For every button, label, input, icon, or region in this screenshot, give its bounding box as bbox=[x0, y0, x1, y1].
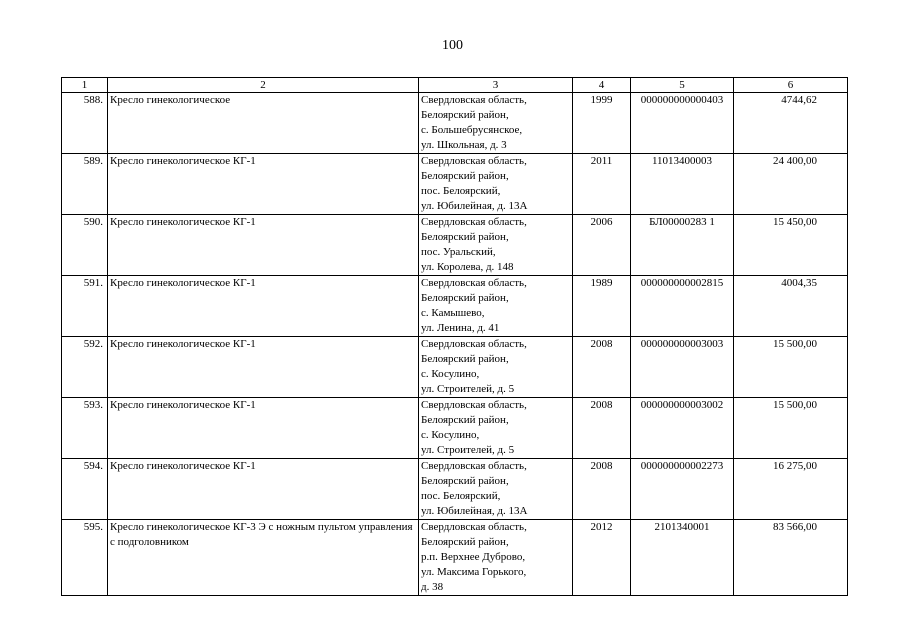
cost-cell: 15 500,00 bbox=[734, 398, 848, 459]
address-line: Свердловская область, bbox=[421, 155, 527, 167]
column-header: 3 bbox=[419, 78, 573, 93]
cost-cell: 24 400,00 bbox=[734, 154, 848, 215]
assets-table bbox=[61, 77, 848, 596]
address-line: р.п. Верхнее Дуброво, bbox=[421, 551, 526, 563]
address-line: с. Большебрусянское, bbox=[421, 124, 523, 136]
row-number-cell: 590. bbox=[62, 215, 108, 276]
item-name-cell: Кресло гинекологическое КГ-3 Э с ножным пультом управления с подголовником bbox=[108, 520, 419, 596]
inventory-number-cell: БЛ00000283 1 bbox=[631, 215, 734, 276]
address-cell bbox=[419, 398, 573, 459]
address-line: ул. Юбилейная, д. 13А bbox=[421, 505, 528, 517]
item-name-cell: Кресло гинекологическое КГ-1 bbox=[108, 337, 419, 398]
row-number-cell: 592. bbox=[62, 337, 108, 398]
table-row bbox=[62, 93, 848, 154]
item-name-cell: Кресло гинекологическое КГ-1 bbox=[108, 398, 419, 459]
address-line: Белоярский район, bbox=[421, 170, 509, 182]
item-name-cell: Кресло гинекологическое КГ-1 bbox=[108, 459, 419, 520]
table-header-row bbox=[62, 78, 848, 93]
table-row bbox=[62, 398, 848, 459]
column-header: 2 bbox=[108, 78, 419, 93]
address-line: ул. Королева, д. 148 bbox=[421, 261, 514, 273]
year-cell: 2008 bbox=[573, 459, 631, 520]
address-cell bbox=[419, 215, 573, 276]
row-number-cell: 589. bbox=[62, 154, 108, 215]
address-cell bbox=[419, 459, 573, 520]
address-line: Белоярский район, bbox=[421, 414, 509, 426]
year-cell: 2011 bbox=[573, 154, 631, 215]
inventory-number-cell: 11013400003 bbox=[631, 154, 734, 215]
address-line: ул. Юбилейная, д. 13А bbox=[421, 200, 528, 212]
address-line: Белоярский район, bbox=[421, 231, 509, 243]
item-name-cell: Кресло гинекологическое КГ-1 bbox=[108, 154, 419, 215]
cost-cell: 83 566,00 bbox=[734, 520, 848, 596]
row-number-cell: 594. bbox=[62, 459, 108, 520]
address-line: пос. Белоярский, bbox=[421, 185, 501, 197]
item-name-cell: Кресло гинекологическое bbox=[108, 93, 419, 154]
table-row bbox=[62, 337, 848, 398]
inventory-number-cell: 2101340001 bbox=[631, 520, 734, 596]
address-line: Свердловская область, bbox=[421, 460, 527, 472]
address-cell bbox=[419, 520, 573, 596]
row-number-cell: 593. bbox=[62, 398, 108, 459]
address-line: с. Косулино, bbox=[421, 368, 480, 380]
address-line: Белоярский район, bbox=[421, 353, 509, 365]
row-number-cell: 588. bbox=[62, 93, 108, 154]
address-line: ул. Строителей, д. 5 bbox=[421, 383, 515, 395]
year-cell: 1999 bbox=[573, 93, 631, 154]
item-name-cell: Кресло гинекологическое КГ-1 bbox=[108, 276, 419, 337]
address-line: Свердловская область, bbox=[421, 399, 527, 411]
address-line: Свердловская область, bbox=[421, 216, 527, 228]
address-line: д. 38 bbox=[421, 581, 444, 593]
address-line: ул. Строителей, д. 5 bbox=[421, 444, 515, 456]
column-header: 6 bbox=[734, 78, 848, 93]
address-line: Свердловская область, bbox=[421, 94, 527, 106]
address-line: Свердловская область, bbox=[421, 338, 527, 350]
address-line: с. Косулино, bbox=[421, 429, 480, 441]
cost-cell: 16 275,00 bbox=[734, 459, 848, 520]
address-cell bbox=[419, 154, 573, 215]
page-number: 100 bbox=[442, 38, 463, 53]
year-cell: 2008 bbox=[573, 398, 631, 459]
year-cell: 1989 bbox=[573, 276, 631, 337]
address-line: пос. Уральский, bbox=[421, 246, 496, 258]
table-row bbox=[62, 520, 848, 596]
table-row bbox=[62, 215, 848, 276]
address-line: Белоярский район, bbox=[421, 475, 509, 487]
table-row bbox=[62, 459, 848, 520]
cost-cell: 15 450,00 bbox=[734, 215, 848, 276]
inventory-number-cell: 000000000000403 bbox=[631, 93, 734, 154]
address-cell bbox=[419, 337, 573, 398]
column-header: 5 bbox=[631, 78, 734, 93]
address-cell bbox=[419, 276, 573, 337]
inventory-number-cell: 000000000003002 bbox=[631, 398, 734, 459]
address-line: пос. Белоярский, bbox=[421, 490, 501, 502]
address-line: ул. Школьная, д. 3 bbox=[421, 139, 507, 151]
column-header: 4 bbox=[573, 78, 631, 93]
address-cell bbox=[419, 93, 573, 154]
address-line: Свердловская область, bbox=[421, 521, 527, 533]
address-line: с. Камышево, bbox=[421, 307, 485, 319]
cost-cell: 4004,35 bbox=[734, 276, 848, 337]
address-line: ул. Максима Горького, bbox=[421, 566, 527, 578]
inventory-number-cell: 000000000002273 bbox=[631, 459, 734, 520]
address-line: Белоярский район, bbox=[421, 536, 509, 548]
table-row bbox=[62, 154, 848, 215]
cost-cell: 15 500,00 bbox=[734, 337, 848, 398]
address-line: Свердловская область, bbox=[421, 277, 527, 289]
inventory-number-cell: 000000000003003 bbox=[631, 337, 734, 398]
column-header: 1 bbox=[62, 78, 108, 93]
table-row bbox=[62, 276, 848, 337]
address-line: Белоярский район, bbox=[421, 109, 509, 121]
inventory-number-cell: 000000000002815 bbox=[631, 276, 734, 337]
year-cell: 2012 bbox=[573, 520, 631, 596]
cost-cell: 4744,62 bbox=[734, 93, 848, 154]
row-number-cell: 591. bbox=[62, 276, 108, 337]
address-line: ул. Ленина, д. 41 bbox=[421, 322, 500, 334]
item-name-cell: Кресло гинекологическое КГ-1 bbox=[108, 215, 419, 276]
year-cell: 2008 bbox=[573, 337, 631, 398]
row-number-cell: 595. bbox=[62, 520, 108, 596]
address-line: Белоярский район, bbox=[421, 292, 509, 304]
year-cell: 2006 bbox=[573, 215, 631, 276]
